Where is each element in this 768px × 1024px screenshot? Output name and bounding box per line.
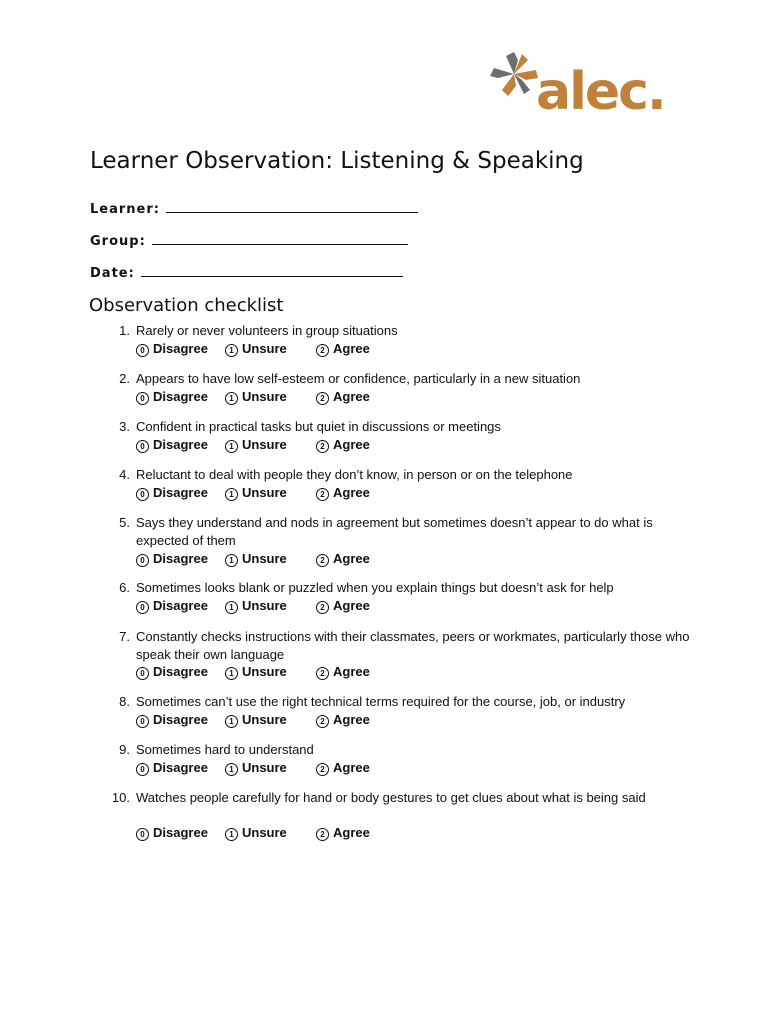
circled-one-icon: 1 bbox=[225, 763, 238, 776]
option-label: Unsure bbox=[242, 437, 287, 452]
date-line[interactable] bbox=[141, 264, 403, 277]
circled-zero-icon: 0 bbox=[136, 344, 149, 357]
option-unsure[interactable] bbox=[225, 664, 287, 680]
circled-zero-icon: 0 bbox=[136, 392, 149, 405]
option-disagree[interactable] bbox=[136, 598, 208, 614]
item-number: 10. bbox=[111, 790, 130, 805]
option-agree[interactable] bbox=[316, 664, 370, 680]
circled-two-icon: 2 bbox=[316, 667, 329, 680]
learner-field bbox=[90, 200, 418, 217]
group-line[interactable] bbox=[152, 232, 408, 245]
circled-one-icon: 1 bbox=[225, 601, 238, 614]
circled-zero-icon: 0 bbox=[136, 828, 149, 841]
option-label: Unsure bbox=[242, 341, 287, 356]
option-label: Disagree bbox=[153, 485, 208, 500]
option-disagree[interactable] bbox=[136, 341, 208, 357]
option-disagree[interactable] bbox=[136, 712, 208, 728]
option-unsure[interactable] bbox=[225, 825, 287, 841]
item-number: 1. bbox=[119, 323, 130, 338]
option-agree[interactable] bbox=[316, 825, 370, 841]
circled-one-icon: 1 bbox=[225, 667, 238, 680]
option-disagree[interactable] bbox=[136, 437, 208, 453]
circled-two-icon: 2 bbox=[316, 715, 329, 728]
option-label: Disagree bbox=[153, 825, 208, 840]
item-text: Watches people carefully for hand or body gestures to get clues about what is being said bbox=[136, 790, 646, 805]
circled-two-icon: 2 bbox=[316, 440, 329, 453]
circled-two-icon: 2 bbox=[316, 344, 329, 357]
item-number: 5. bbox=[119, 515, 130, 530]
circled-one-icon: 1 bbox=[225, 715, 238, 728]
item-text: Confident in practical tasks but quiet in discussions or meetings bbox=[136, 419, 501, 434]
star-logo-icon bbox=[488, 50, 540, 98]
option-agree[interactable] bbox=[316, 598, 370, 614]
option-unsure[interactable] bbox=[225, 712, 287, 728]
item-number: 9. bbox=[119, 742, 130, 757]
date-field bbox=[90, 264, 403, 281]
circled-two-icon: 2 bbox=[316, 828, 329, 841]
circled-two-icon: 2 bbox=[316, 601, 329, 614]
logo-wordmark: alec. bbox=[536, 62, 665, 122]
option-label: Agree bbox=[333, 389, 370, 404]
option-agree[interactable] bbox=[316, 389, 370, 405]
item-text: Rarely or never volunteers in group situations bbox=[136, 323, 398, 338]
circled-two-icon: 2 bbox=[316, 554, 329, 567]
option-unsure[interactable] bbox=[225, 389, 287, 405]
option-label: Unsure bbox=[242, 485, 287, 500]
item-number: 2. bbox=[119, 371, 130, 386]
option-unsure[interactable] bbox=[225, 551, 287, 567]
circled-two-icon: 2 bbox=[316, 392, 329, 405]
item-number: 4. bbox=[119, 467, 130, 482]
circled-zero-icon: 0 bbox=[136, 554, 149, 567]
option-label: Unsure bbox=[242, 551, 287, 566]
page-title: Learner Observation: Listening & Speaking bbox=[90, 148, 584, 174]
option-agree[interactable] bbox=[316, 551, 370, 567]
circled-one-icon: 1 bbox=[225, 828, 238, 841]
option-label: Agree bbox=[333, 485, 370, 500]
option-label: Unsure bbox=[242, 389, 287, 404]
circled-zero-icon: 0 bbox=[136, 715, 149, 728]
item-text: Sometimes hard to understand bbox=[136, 742, 314, 757]
item-number: 3. bbox=[119, 419, 130, 434]
learner-line[interactable] bbox=[166, 200, 418, 213]
option-label: Agree bbox=[333, 712, 370, 727]
alec-logo bbox=[488, 48, 688, 128]
circled-zero-icon: 0 bbox=[136, 667, 149, 680]
option-label: Unsure bbox=[242, 825, 287, 840]
group-label: Group: bbox=[90, 234, 146, 249]
item-text: Constantly checks instructions with their classmates, peers or workmates, particularly those who speak their own language bbox=[136, 629, 690, 662]
option-label: Disagree bbox=[153, 341, 208, 356]
item-number: 7. bbox=[119, 629, 130, 644]
option-label: Disagree bbox=[153, 389, 208, 404]
option-label: Agree bbox=[333, 598, 370, 613]
option-disagree[interactable] bbox=[136, 664, 208, 680]
option-label: Disagree bbox=[153, 437, 208, 452]
circled-zero-icon: 0 bbox=[136, 763, 149, 776]
circled-two-icon: 2 bbox=[316, 488, 329, 501]
option-unsure[interactable] bbox=[225, 341, 287, 357]
option-disagree[interactable] bbox=[136, 485, 208, 501]
circled-one-icon: 1 bbox=[225, 392, 238, 405]
option-agree[interactable] bbox=[316, 712, 370, 728]
item-text: Sometimes can’t use the right technical terms required for the course, job, or industry bbox=[136, 694, 626, 709]
option-label: Disagree bbox=[153, 712, 208, 727]
circled-zero-icon: 0 bbox=[136, 440, 149, 453]
option-label: Agree bbox=[333, 664, 370, 679]
option-label: Agree bbox=[333, 760, 370, 775]
option-disagree[interactable] bbox=[136, 760, 208, 776]
circled-zero-icon: 0 bbox=[136, 488, 149, 501]
circled-one-icon: 1 bbox=[225, 440, 238, 453]
circled-one-icon: 1 bbox=[225, 554, 238, 567]
option-agree[interactable] bbox=[316, 485, 370, 501]
option-unsure[interactable] bbox=[225, 437, 287, 453]
circled-one-icon: 1 bbox=[225, 344, 238, 357]
option-agree[interactable] bbox=[316, 341, 370, 357]
option-unsure[interactable] bbox=[225, 760, 287, 776]
option-label: Disagree bbox=[153, 598, 208, 613]
circled-two-icon: 2 bbox=[316, 763, 329, 776]
option-label: Unsure bbox=[242, 712, 287, 727]
option-unsure[interactable] bbox=[225, 598, 287, 614]
option-label: Agree bbox=[333, 341, 370, 356]
option-label: Unsure bbox=[242, 760, 287, 775]
option-label: Disagree bbox=[153, 551, 208, 566]
option-label: Disagree bbox=[153, 760, 208, 775]
date-label: Date: bbox=[90, 266, 135, 281]
option-disagree[interactable] bbox=[136, 389, 208, 405]
item-text: Sometimes looks blank or puzzled when you explain things but doesn’t ask for help bbox=[136, 580, 614, 595]
section-title: Observation checklist bbox=[89, 295, 284, 316]
option-label: Agree bbox=[333, 551, 370, 566]
item-text: Reluctant to deal with people they don’t know, in person or on the telephone bbox=[136, 467, 573, 482]
item-text: Says they understand and nods in agreement but sometimes doesn’t appear to do what is expected of them bbox=[136, 515, 653, 548]
learner-label: Learner: bbox=[90, 202, 160, 217]
item-number: 6. bbox=[119, 580, 130, 595]
circled-zero-icon: 0 bbox=[136, 601, 149, 614]
option-agree[interactable] bbox=[316, 437, 370, 453]
option-unsure[interactable] bbox=[225, 485, 287, 501]
option-label: Unsure bbox=[242, 664, 287, 679]
option-disagree[interactable] bbox=[136, 825, 208, 841]
option-label: Agree bbox=[333, 825, 370, 840]
group-field bbox=[90, 232, 408, 249]
option-label: Disagree bbox=[153, 664, 208, 679]
item-text: Appears to have low self-esteem or confidence, particularly in a new situation bbox=[136, 371, 581, 386]
option-label: Agree bbox=[333, 437, 370, 452]
option-label: Unsure bbox=[242, 598, 287, 613]
circled-one-icon: 1 bbox=[225, 488, 238, 501]
option-disagree[interactable] bbox=[136, 551, 208, 567]
option-agree[interactable] bbox=[316, 760, 370, 776]
item-number: 8. bbox=[119, 694, 130, 709]
